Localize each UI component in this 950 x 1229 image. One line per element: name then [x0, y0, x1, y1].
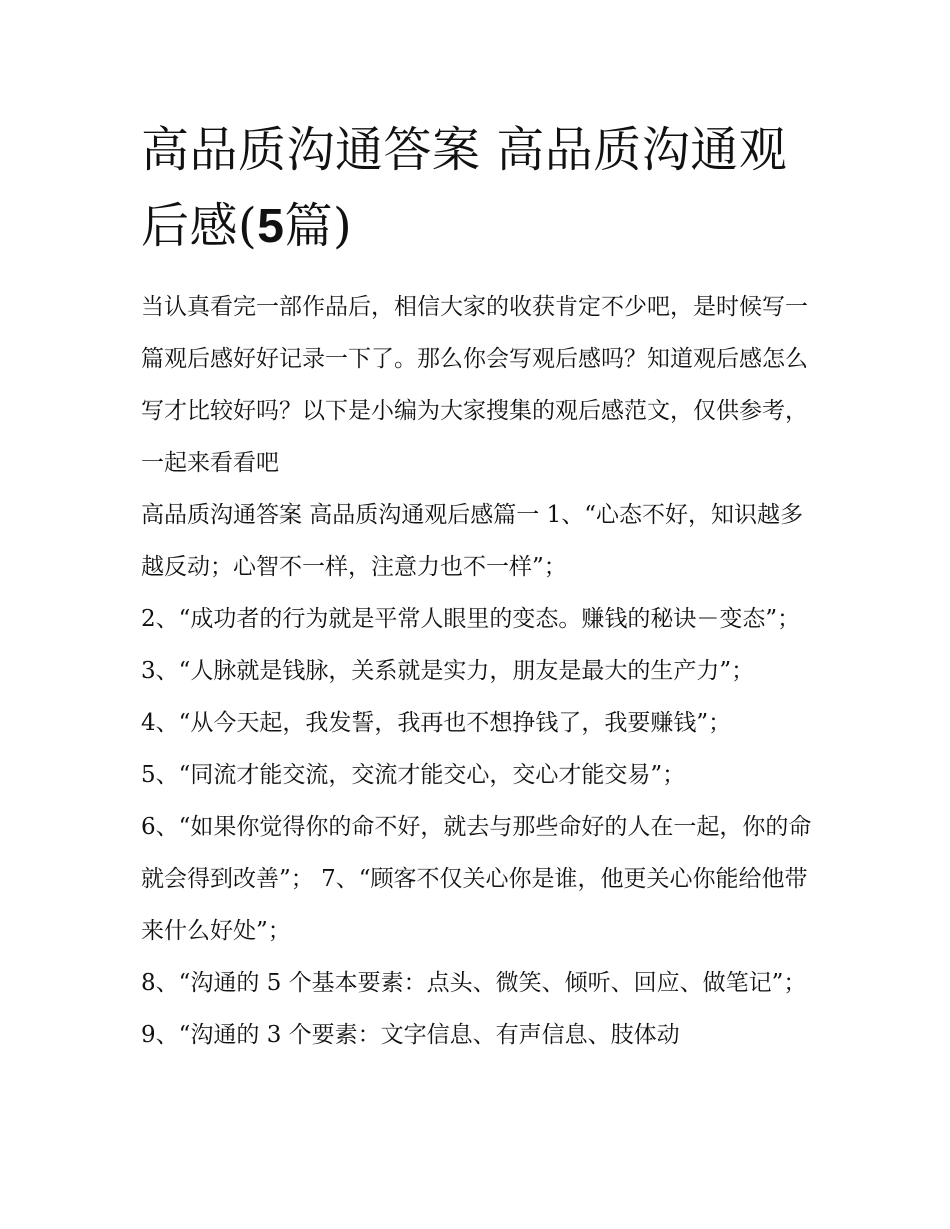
document-title-suffix: 篇)	[284, 198, 353, 254]
paragraph: 高品质沟通答案 高品质沟通观后感篇一 1、“心态不好，知识越多越反动；心智不一样，注意力也不一样”；	[141, 502, 804, 580]
paragraph: 2、“成功者的行为就是平常人眼里的变态。赚钱的秘诀－变态”； 3、“人脉就是钱脉，关系就是实力，朋友是最大的生产力”；	[141, 606, 801, 684]
paragraph: 6、“如果你觉得你的命不好，就去与那些命好的人在一起，你的命就会得到改善”； 7、“顾客不仅关心你是谁，他更关心你能给他带来什么好处”；	[141, 814, 812, 944]
document-title-text: 高品质沟通答案 高品质沟通观后感(	[141, 122, 788, 254]
paragraph: 8、“沟通的 5 个基本要素：点头、微笑、倾听、回应、做笔记”； 9、“沟通的 3 个要素：文字信息、有声信息、肢体动	[141, 970, 807, 1048]
paragraph: 5、“同流才能交流，交流才能交心，交心才能交易”；	[141, 762, 686, 788]
document-page	[141, 112, 813, 1061]
document-title-number: 5	[257, 200, 285, 253]
document-title	[141, 112, 813, 265]
document-body	[141, 281, 813, 1061]
paragraph: 4、“从今天起，我发誓，我再也不想挣钱了，我要赚钱”；	[141, 710, 732, 736]
intro-paragraph: 当认真看完一部作品后，相信大家的收获肯定不少吧，是时候写一篇观后感好好记录一下了。那么你会写观后感吗？知道观后感怎么写才比较好吗？以下是小编为大家搜集的观后感范文，仅供参考，一起来看看吧	[141, 294, 808, 476]
